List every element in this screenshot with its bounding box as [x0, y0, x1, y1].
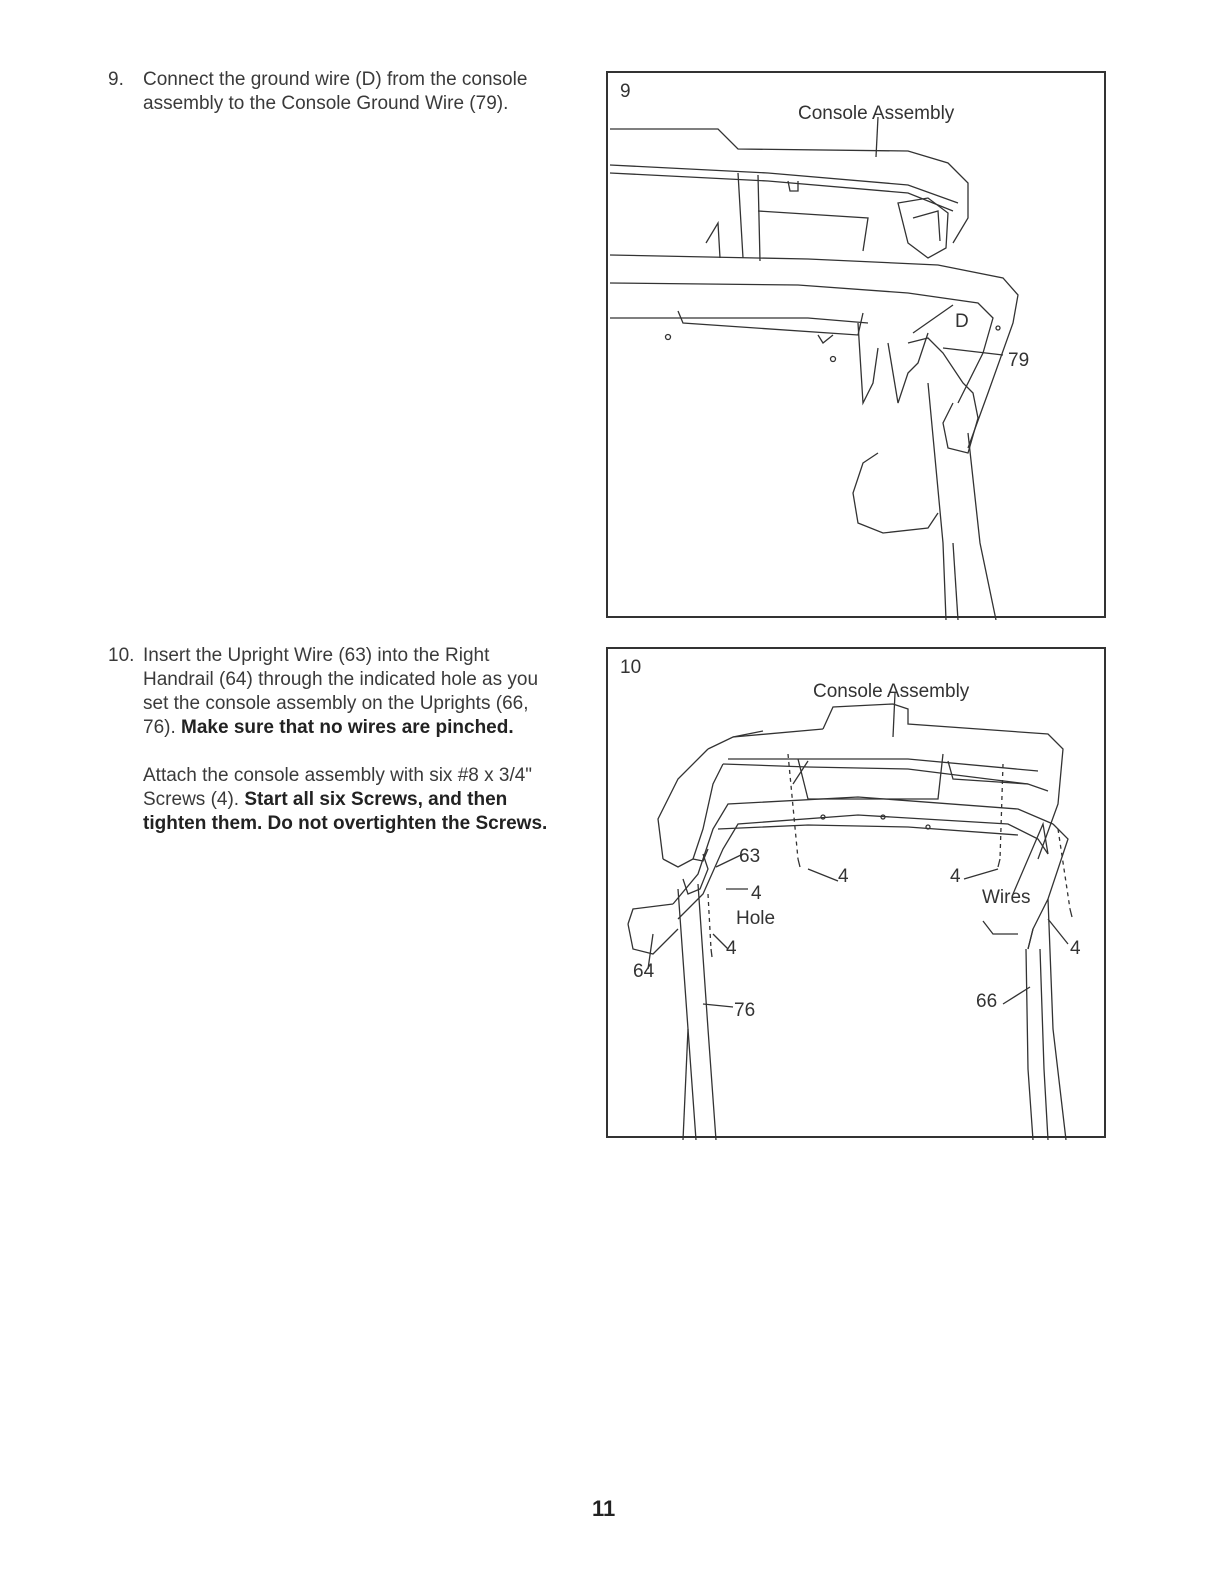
fig10-label-screw-d: 4	[950, 866, 961, 887]
step-10-bold-1: Make sure that no wires are pinched.	[181, 717, 514, 738]
fig10-console-assembly-label: Console Assembly	[813, 681, 970, 702]
fig10-label-hole: Hole	[736, 908, 776, 929]
figure-10-number: 10	[620, 657, 642, 678]
step-10-text-2: Attach the console assembly with six #8 x 3/4" Screws (4).	[143, 765, 533, 810]
fig10-label-screw-c: 4	[838, 866, 849, 887]
fig10-label-screw-b: 4	[726, 938, 737, 959]
figure-9	[606, 71, 1106, 618]
fig10-label-wires: Wires	[982, 887, 1031, 908]
step-10-number: 10.	[108, 645, 135, 666]
figure-10-drawing	[608, 649, 1108, 1140]
fig9-console-assembly-label: Console Assembly	[798, 103, 955, 124]
step-10-bold-2: Start all six Screws, and then tighten them. Do not overtighten the Screws.	[143, 789, 548, 834]
figure-9-drawing	[608, 73, 1108, 620]
figure-10	[606, 647, 1106, 1138]
step-10-text-1: Insert the Upright Wire (63) into the Right Handrail (64) through the indicated hole as you set the console assembly on the Uprights (66, 76).	[143, 645, 539, 738]
step-9-number: 9.	[108, 69, 124, 90]
fig9-label-d: D	[955, 311, 969, 332]
fig10-label-66: 66	[976, 991, 998, 1012]
step-10-paragraph-2	[143, 764, 563, 836]
fig10-label-63: 63	[739, 846, 761, 867]
step-9-text: Connect the ground wire (D) from the console assembly to the Console Ground Wire (79).	[143, 69, 528, 114]
fig10-label-64: 64	[633, 961, 655, 982]
page-number: 11	[592, 1496, 616, 1521]
fig10-label-screw-e: 4	[1070, 938, 1081, 959]
fig10-label-screw-a: 4	[751, 883, 762, 904]
step-10-paragraph-1	[143, 644, 563, 740]
fig9-label-79: 79	[1008, 350, 1030, 371]
fig10-label-76: 76	[734, 1000, 756, 1021]
figure-9-number: 9	[620, 81, 631, 102]
